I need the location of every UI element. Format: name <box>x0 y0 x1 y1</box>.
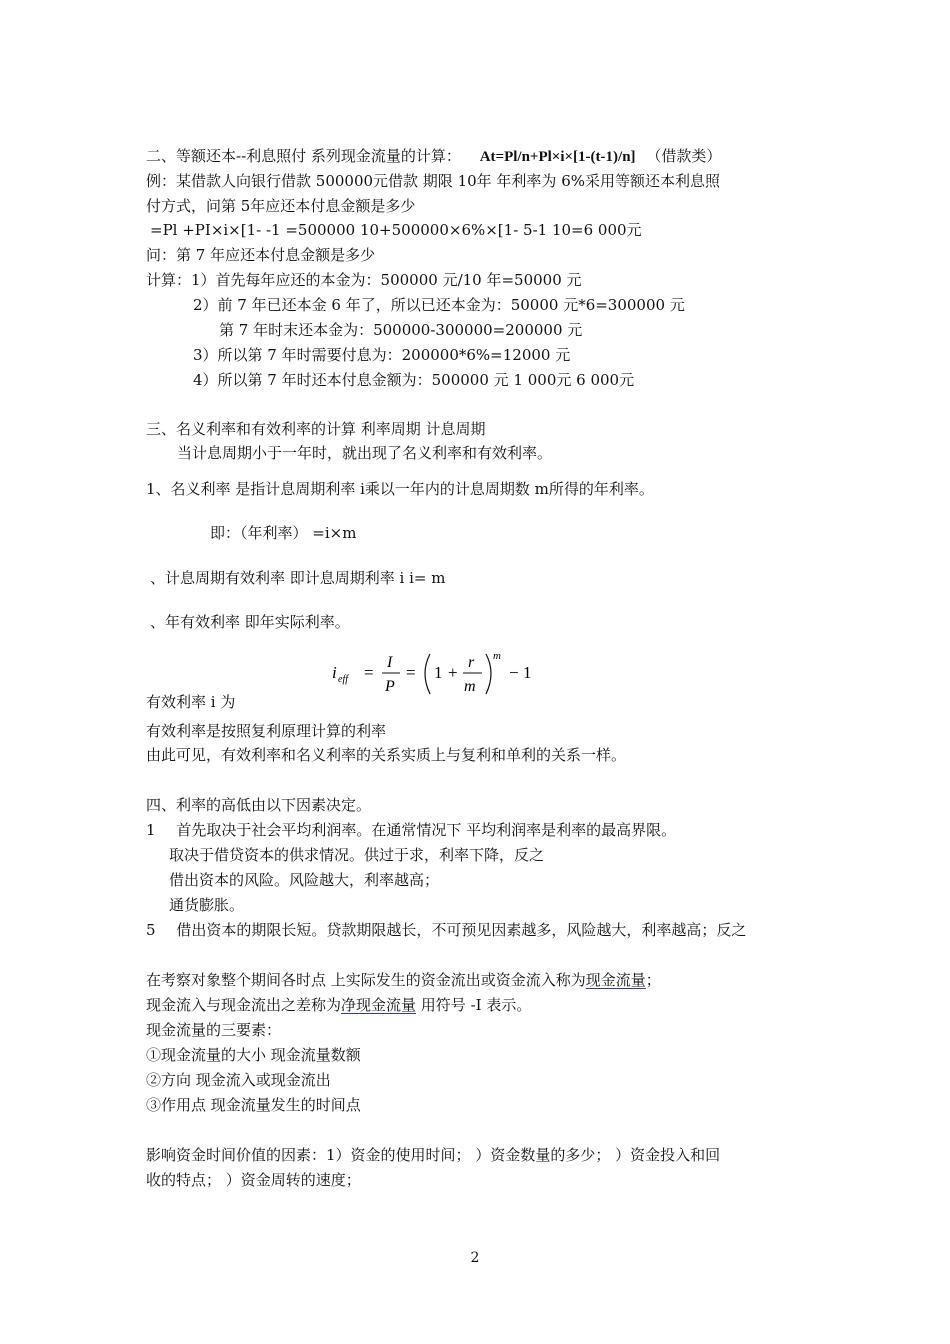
factor-1-number: 1 <box>146 821 156 839</box>
factor-5 <box>146 920 746 940</box>
cashflow-definition-text: 在考察对象整个期间各时点 上实际发生的资金流出或资金流入称为 <box>146 971 586 989</box>
calc-step-2: 2）前 7 年已还本金 6 年了，所以已还本金为：50000 元*6=300000 元 <box>193 296 685 314</box>
calc-step-3: 3）所以第 7 年时需要付息为：200000*6%=12000 元 <box>193 346 571 364</box>
net-cashflow-end: 用符号 -I 表示。 <box>416 996 532 1014</box>
formula-plus: + <box>448 663 458 682</box>
cashflow-element-1: ①现金流量的大小 现金流量数额 <box>146 1046 361 1064</box>
formula-frac2-num: r <box>468 654 475 671</box>
formula-right-paren <box>486 654 491 694</box>
factor-5-text: 借出资本的期限长短。贷款期限越长，不可预见因素越多，风险越大，利率越高；反之 <box>176 921 747 939</box>
calc-step-4: 4）所以第 7 年时还本付息金额为：500000 元 1 000元 6 000元 <box>193 371 635 389</box>
section2-heading-text: 二、等额还本--利息照付 系列现金流量的计算： <box>146 147 461 165</box>
cashflow-element-2: ②方向 现金流入或现金流出 <box>146 1071 331 1089</box>
net-cashflow-text: 现金流入与现金流出之差称为 <box>146 996 342 1014</box>
cashflow-element-3: ③作用点 现金流量发生的时间点 <box>146 1096 361 1114</box>
factor-1-text: 首先取决于社会平均利润率。在通常情况下 平均利润率是利率的最高界限。 <box>176 821 677 839</box>
calc-step-1: 计算：1）首先每年应还的本金为：500000 元/10 年=50000 元 <box>146 271 582 289</box>
formula-minus: − <box>509 663 519 682</box>
section2-formula: At=Pl/n+Pl×i×[1-(t-1)/n] <box>479 149 636 165</box>
factor-5-number: 5 <box>146 921 156 939</box>
formula-frac2-den: m <box>464 678 476 695</box>
formula-exponent: m <box>493 650 501 662</box>
nominal-rate-formula: 即：（年利率） =i×m <box>210 524 357 542</box>
example-line-1: 例：某借款人向银行借款 500000元借款 期限 10年 年利率为 6%采用等额还本利息照 <box>146 172 720 190</box>
section2-heading-suffix: （借款类） <box>646 147 722 165</box>
formula-lhs-sub: eff <box>338 674 348 685</box>
formula-lhs: i <box>332 663 337 682</box>
time-value-factors-1: 影响资金时间价值的因素：1）资金的使用时间； ）资金数量的多少； ）资金投入和回 <box>146 1146 721 1164</box>
factor-3: 借出资本的风险。风险越大，利率越高； <box>169 871 440 889</box>
net-cashflow-definition <box>146 995 531 1015</box>
section2-heading <box>146 146 721 167</box>
formula-frac1-den: P <box>385 678 395 695</box>
calc-step-2b: 第 7 年时末还本金为：500000-300000=200000 元 <box>219 321 583 339</box>
formula-frac1-num: I <box>387 654 393 671</box>
cashflow-elements-heading: 现金流量的三要素： <box>146 1021 282 1039</box>
effective-rate-label: 有效利率 i 为 <box>146 693 236 711</box>
nominal-rate-definition: 1、名义利率 是指计息周期利率 i乘以一年内的计息周期数 m所得的年利率。 <box>146 480 654 498</box>
example-calc-line: =Pl +PI×i×[1- -1 =500000 10+500000×6%×[1- 5-1 10=6 000元 <box>150 221 642 239</box>
formula-one: 1 <box>434 663 443 682</box>
factor-1 <box>146 820 676 840</box>
cashflow-term: 现金流量 <box>585 971 646 989</box>
effective-rate-note: 有效利率是按照复利原理计算的利率 <box>146 722 387 740</box>
formula-eq-1: = <box>364 663 374 682</box>
cashflow-definition-end: ； <box>645 971 661 989</box>
section4-heading: 四、利率的高低由以下因素决定。 <box>146 796 372 814</box>
factor-4: 通货膨胀。 <box>169 896 245 914</box>
page-number: 2 <box>470 1250 480 1266</box>
formula-left-paren <box>425 654 430 694</box>
section3-intro: 当计息周期小于一年时，就出现了名义利率和有效利率。 <box>177 444 553 462</box>
formula-eq-2: = <box>406 663 416 682</box>
cashflow-definition <box>146 970 661 990</box>
section3-heading: 三、名义利率和有效利率的计算 利率周期 计息周期 <box>146 420 486 438</box>
factor-2: 取决于借贷资本的供求情况。供过于求，利率下降，反之 <box>169 846 545 864</box>
period-effective-rate: 、计息周期有效利率 即计息周期利率 i i= m <box>150 569 446 587</box>
time-value-factors-2: 收的特点； ）资金周转的速度； <box>146 1171 361 1189</box>
effective-rate-formula <box>330 648 540 700</box>
net-cashflow-term: 净现金流量 <box>341 996 417 1014</box>
example-line-2: 付方式，问第 5年应还本付息金额是多少 <box>146 197 416 215</box>
annual-effective-rate: 、年有效利率 即年实际利率。 <box>150 613 350 631</box>
effective-rate-conclusion: 由此可见，有效利率和名义利率的关系实质上与复利和单利的关系一样。 <box>146 746 627 764</box>
formula-minus-one: 1 <box>523 663 532 682</box>
question-line: 问：第 7 年应还本付息金额是多少 <box>146 246 376 264</box>
